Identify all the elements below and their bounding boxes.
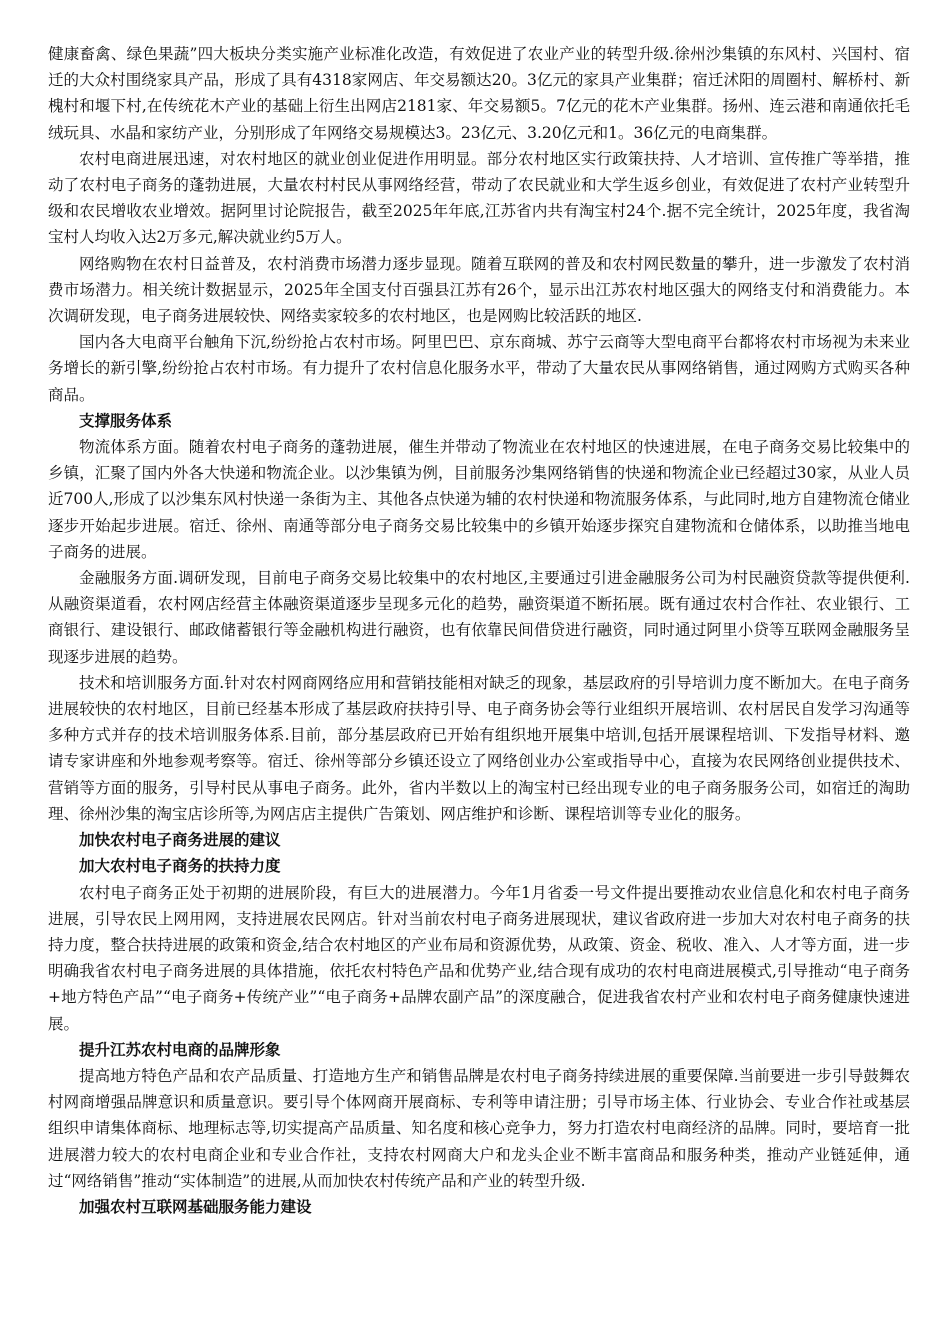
subsection-heading-infrastructure: 加强农村互联网基础服务能力建设	[79, 1197, 312, 1216]
paragraph-training: 技术和培训服务方面.针对农村网商网络应用和营销技能相对缺乏的现象，基层政府的引导培训力度不断加大。在电子商务进展较快的农村地区，目前已经基本形成了基层政府扶持引导、电子商务协会等行业组织开展培训、农村居民自发学习沟通等多种方式并存的技术培训服务体系.目前，部分基层政府已开始有组织地开展集中培训,包括开展课程培训、下发指导材料、邀请专家讲座和外地参观考察等。宿迁、徐州等部分乡镇还设立了网络创业办公室或指导中心，直接为农民网络创业提供技术、营销等方面的服务，引导村民从事电子商务。此外，省内半数以上的淘宝村已经出现专业的电子商务服务公司，如宿迁的淘助理、徐州沙集的淘宝店诊所等,为网店店主提供广告策划、网店维护和诊断、课程培训等专业化的服务。	[48, 673, 910, 823]
paragraph-online-shopping-popularity: 网络购物在农村日益普及，农村消费市场潜力逐步显现。随着互联网的普及和农村网民数量的攀升，进一步激发了农村消费市场潜力。相关统计数据显示，2025年全国支付百强县江苏有26个，显示出江苏农村地区强大的网络支付和消费能力。本次调研发现，电子商务进展较快、网络卖家较多的农村地区，也是网购比较活跃的地区.	[48, 254, 910, 326]
document-page	[48, 41, 910, 1220]
paragraph-support-measures: 农村电子商务正处于初期的进展阶段，有巨大的进展潜力。今年1月省委一号文件提出要推动农业信息化和农村电子商务进展，引导农民上网用网，支持进展农民网店。针对当前农村电子商务进展现状，建议省政府进一步加大对农村电子商务的扶持力度，整合扶持进展的政策和资金,结合农村地区的产业布局和资源优势，从政策、资金、税收、准入、人才等方面，进一步明确我省农村电子商务进展的具体措施，依托农村特色产品和优势产业,结合现有成功的农村电商进展模式,引导推动“电子商务+地方特色产品”“电子商务+传统产业”“电子商务+品牌农副产品”的深度融合，促进我省农村产业和农村电子商务健康快速进展。	[48, 883, 910, 1033]
section-heading-support-services: 支撑服务体系	[79, 411, 173, 430]
paragraph-industry-clusters: 健康畜禽、绿色果蔬”四大板块分类实施产业标准化改造，有效促进了农业产业的转型升级.徐州沙集镇的东风村、兴国村、宿迁的大众村围绕家具产品，形成了具有4318家网店、年交易额达20。3亿元的家具产业集群；宿迁沭阳的周圈村、解桥村、新槐村和堰下村,在传统花木产业的基础上衍生出网店2181家、年交易额5。7亿元的花木产业集群。扬州、连云港和南通依托毛绒玩具、水晶和家纺产业，分别形成了年网络交易规模达3。23亿元、3.20亿元和1。36亿元的电商集群。	[48, 45, 910, 142]
paragraph-finance: 金融服务方面.调研发现，目前电子商务交易比较集中的农村地区,主要通过引进金融服务公司为村民融资贷款等提供便利.从融资渠道看，农村网店经营主体融资渠道逐步呈现多元化的趋势，融资渠道不断拓展。既有通过农村合作社、农业银行、工商银行、建设银行、邮政储蓄银行等金融机构进行融资，也有依靠民间借贷进行融资，同时通过阿里小贷等互联网金融服务呈现逐步进展的趋势。	[48, 569, 910, 666]
paragraph-logistics: 物流体系方面。随着农村电子商务的蓬勃进展，催生并带动了物流业在农村地区的快速进展，在电子商务交易比较集中的乡镇，汇聚了国内外各大快递和物流企业。以沙集镇为例，目前服务沙集网络销售的快递和物流企业已经超过30家，从业人员近700人,形成了以沙集东风村快递一条街为主、其他各点快递为辅的农村快递和物流服务体系，与此同时,地方自建物流仓储业逐步开始起步进展。宿迁、徐州、南通等部分电子商务交易比较集中的乡镇开始逐步探究自建物流和仓储体系，以助推当地电子商务的进展。	[48, 438, 910, 561]
paragraph-brand: 提高地方特色产品和农产品质量、打造地方生产和销售品牌是农村电子商务持续进展的重要保障.当前要进一步引导鼓舞农村网商增强品牌意识和质量意识。要引导个体网商开展商标、专利等申请注册；引导市场主体、行业协会、专业合作社或基层组织申请集体商标、地理标志等,切实提高产品质量、知名度和核心竞争力，努力打造农村电商经济的品牌。同时，要培育一批进展潜力较大的农村电商企业和专业合作社，支持农村网商大户和龙头企业不断丰富商品和服务种类，推动产业链延伸，通过“网络销售”推动“实体制造”的进展,从而加快农村传统产品和产业的转型升级.	[48, 1066, 910, 1190]
section-heading-suggestions: 加快农村电子商务进展的建议	[79, 831, 281, 850]
subsection-heading-brand: 提升江苏农村电商的品牌形象	[79, 1040, 281, 1059]
paragraph-platforms-sink: 国内各大电商平台触角下沉,纷纷抢占农村市场。阿里巴巴、京东商城、苏宁云商等大型电商平台都将农村市场视为未来业务增长的新引擎,纷纷抢占农村市场。有力提升了农村信息化服务水平，带动了大量农民从事网络销售，通过网购方式购买各种商品。	[48, 333, 910, 404]
paragraph-rural-ecommerce-employment: 农村电商进展迅速，对农村地区的就业创业促进作用明显。部分农村地区实行政策扶持、人才培训、宣传推广等举措，推动了农村电子商务的蓬勃进展，大量农村村民从事网络经营，带动了农民就业和大学生返乡创业，有效促进了农村产业转型升级和农民增收农业增效。据阿里讨论院报告，截至2025年年底,江苏省内共有淘宝村24个.据不完全统计，2025年度，我省淘宝村人均收入达2万多元,解决就业约5万人。	[48, 149, 910, 247]
subsection-heading-support: 加大农村电子商务的扶持力度	[79, 857, 281, 876]
